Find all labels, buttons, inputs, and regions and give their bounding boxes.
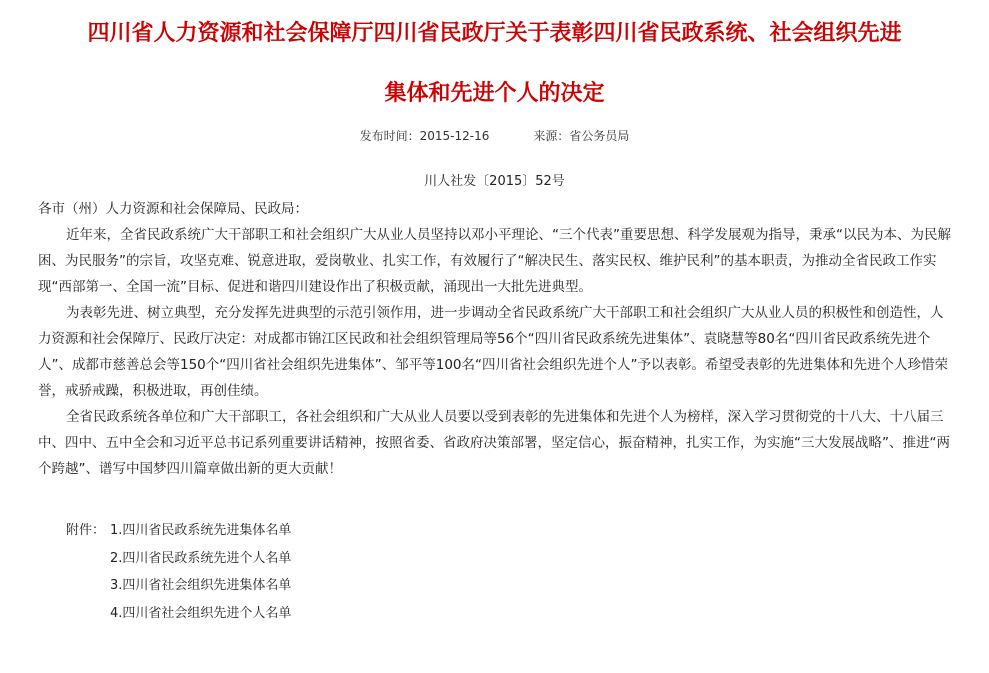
paragraph-text: 全省民政系统各单位和广大干部职工，各社会组织和广大从业人员要以受到表彰的先进集体和先进个人为榜样，深入学习贯彻党的十八大、十八届三中、四中、五中全会和习近平总书记系列重要讲话精神，按照省委、省政府决策部署，坚定信心，振奋精神，扎实工作，为实施“三大发展战略”、推进“两个跨越”、谱写中国梦四川篇章做出新的更大贡献！ xyxy=(38,409,950,477)
article-source: 来源：省公务员局 xyxy=(533,129,630,143)
publish-time: 发布时间：2015-12-16 xyxy=(359,129,490,143)
page-title-continued: 集体和先进个人的决定 xyxy=(384,81,605,106)
article-meta xyxy=(0,128,989,144)
attachment-item-text: 2.四川省民政系统先进个人名单 xyxy=(110,550,292,566)
attachments-list xyxy=(66,517,291,627)
attachment-item xyxy=(66,517,291,545)
paragraph-text: 近年来，全省民政系统广大干部职工和社会组织广大从业人员坚持以邓小平理论、“三个代表”重要思想、科学发展观为指导，秉承“以民为本、为民解困、为民服务”的宗旨，攻坚克难、锐意进取，爱岗敬业、扎实工作，有效履行了“解决民生、落实民权、维护民利”的基本职责，为推动全省民政工作实现“西部第一、全国一流”目标、促进和谐四川建设作出了积极贡献，涌现出一大批先进典型。 xyxy=(38,227,951,295)
paragraph-1 xyxy=(38,222,956,300)
attachment-item xyxy=(66,600,291,628)
paragraph-2 xyxy=(38,300,956,404)
salutation-text: 各市（州）人力资源和社会保障局、民政局： xyxy=(38,201,308,217)
attachment-item-text: 3.四川省社会组织先进集体名单 xyxy=(110,578,292,593)
paragraph-3 xyxy=(38,404,956,482)
attachments-label: 附件： xyxy=(66,523,106,538)
page-title: 四川省人力资源和社会保障厅四川省民政厅关于表彰四川省民政系统、社会组织先进 xyxy=(87,21,902,46)
attachment-item xyxy=(66,572,291,600)
attachment-item-text: 1.四川省民政系统先进集体名单 xyxy=(110,523,292,538)
salutation xyxy=(38,196,956,222)
paragraph-text: 为表彰先进、树立典型，充分发挥先进典型的示范引领作用，进一步调动全省民政系统广大干部职工和社会组织广大从业人员的积极性和创造性，人力资源和社会保障厅、民政厅决定：对成都市锦江区民政和社会组织管理局等56个“四川省民政系统先进集体”、袁晓慧等80名“四川省民政系统先进个人”、成都市慈善总会等150个“四川省社会组织先进集体”、邹平等100名“四川省社会组织先进个人”予以表彰。希望受表彰的先进集体和先进个人珍惜荣誉，戒骄戒躁，积极进取，再创佳绩。 xyxy=(38,305,949,399)
document-number: 川人社发〔2015〕52号 xyxy=(424,174,565,189)
attachment-item xyxy=(66,545,291,573)
attachment-item-text: 4.四川省社会组织先进个人名单 xyxy=(110,605,292,621)
